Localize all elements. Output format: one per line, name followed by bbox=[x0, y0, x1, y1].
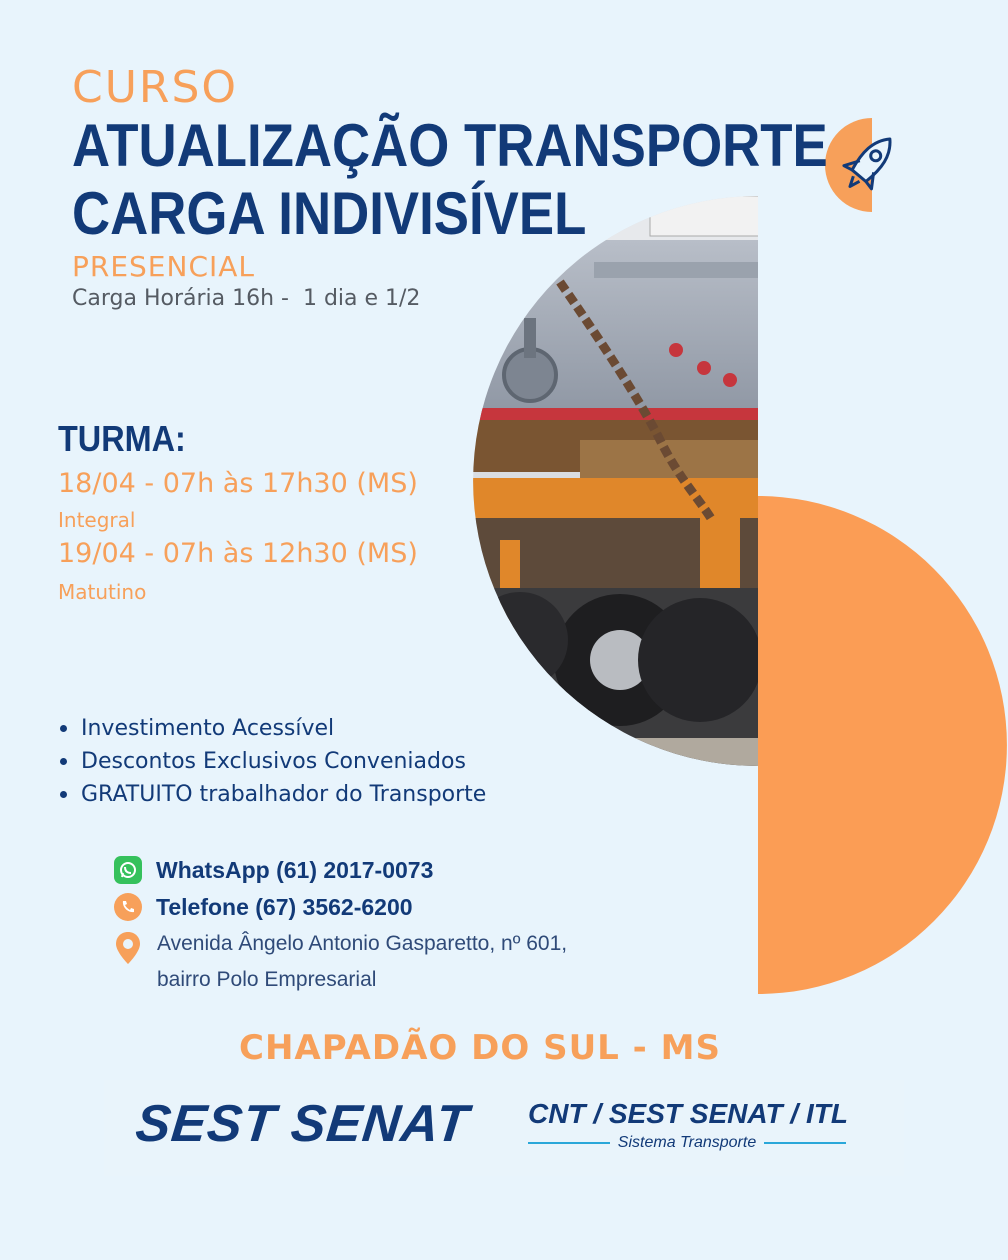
benefit-item bbox=[60, 778, 486, 811]
course-kicker: CURSO bbox=[72, 62, 239, 113]
cnt-logo-subtitle bbox=[528, 1134, 846, 1152]
phone-icon bbox=[114, 893, 142, 921]
turma-label: TURMA: bbox=[58, 418, 186, 459]
benefit-item bbox=[60, 745, 486, 778]
address-line-1: Avenida Ângelo Antonio Gasparetto, nº 601, bbox=[157, 932, 568, 955]
address-line-2: bairro Polo Empresarial bbox=[157, 968, 377, 991]
whatsapp-number[interactable]: WhatsApp (61) 2017-0073 bbox=[156, 856, 434, 883]
course-modality: PRESENCIAL bbox=[72, 250, 256, 283]
benefit-item bbox=[60, 712, 486, 745]
bullet-icon bbox=[60, 758, 67, 765]
session-2-date: 19/04 - 07h às 12h30 (MS) bbox=[58, 538, 418, 569]
bullet-icon bbox=[60, 791, 67, 798]
session-1-shift: Integral bbox=[58, 508, 136, 532]
course-title-line-1: ATUALIZAÇÃO TRANSPORTE bbox=[72, 112, 828, 179]
cnt-logo: CNT / SEST SENAT / ITL bbox=[528, 1098, 848, 1129]
divider bbox=[764, 1142, 846, 1144]
course-hours: Carga Horária 16h - 1 dia e 1/2 bbox=[72, 286, 421, 311]
whatsapp-contact[interactable] bbox=[114, 856, 433, 884]
truck-photo bbox=[470, 196, 762, 768]
benefit-text: Descontos Exclusivos Conveniados bbox=[81, 749, 466, 774]
benefit-text: GRATUITO trabalhador do Transporte bbox=[81, 782, 487, 807]
divider bbox=[528, 1142, 610, 1144]
phone-number[interactable]: Telefone (67) 3562-6200 bbox=[156, 893, 413, 920]
whatsapp-icon bbox=[114, 856, 142, 884]
benefits-list bbox=[60, 712, 486, 811]
bullet-icon bbox=[60, 725, 67, 732]
course-title-line-2: CARGA INDIVISÍVEL bbox=[72, 180, 587, 247]
benefit-text: Investimento Acessível bbox=[81, 716, 335, 741]
logo-subtitle-text: Sistema Transporte bbox=[617, 1134, 757, 1151]
session-1-date: 18/04 - 07h às 17h30 (MS) bbox=[58, 468, 418, 499]
session-2-shift: Matutino bbox=[58, 580, 147, 604]
sest-senat-logo: SEST SENAT bbox=[132, 1095, 472, 1153]
phone-contact[interactable] bbox=[114, 893, 413, 921]
orange-half-circle bbox=[758, 496, 1007, 994]
location-pin-icon bbox=[114, 930, 142, 966]
city-name: CHAPADÃO DO SUL - MS bbox=[239, 1028, 721, 1068]
